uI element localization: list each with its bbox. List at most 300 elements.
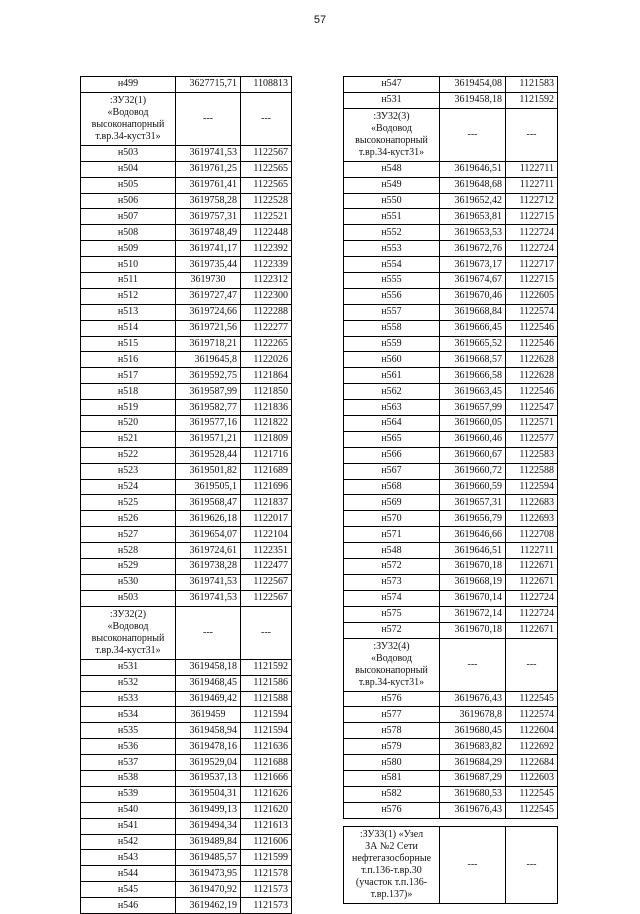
table-row (344, 77, 558, 93)
table-row (81, 659, 292, 675)
x-coordinate-cell: 3619670,46 (440, 288, 506, 304)
coordinates-table-left (80, 76, 292, 914)
y-coordinate-cell: 1122351 (241, 543, 292, 559)
parcel-header-line: т.вр.137)» (370, 888, 413, 900)
x-coordinate-cell: 3619587,99 (176, 384, 241, 400)
point-id-cell: н552 (344, 225, 440, 241)
x-coordinate-cell: 3619645,8 (176, 352, 241, 368)
point-id-cell: н507 (81, 209, 176, 225)
point-id-cell: н570 (344, 511, 440, 527)
point-id-cell: н576 (344, 802, 440, 818)
x-coordinate-cell: 3619680,53 (440, 786, 506, 802)
y-coordinate-cell: 1122521 (241, 209, 292, 225)
x-coordinate-cell: --- (440, 108, 506, 161)
table-row (81, 431, 292, 447)
y-coordinate-cell: 1122671 (506, 574, 558, 590)
y-coordinate-cell: 1121716 (241, 447, 292, 463)
y-coordinate-cell: 1121592 (241, 659, 292, 675)
y-coordinate-cell: --- (506, 826, 558, 903)
y-coordinate-cell: 1121588 (241, 691, 292, 707)
x-coordinate-cell: 3619670,18 (440, 559, 506, 575)
y-coordinate-cell: 1122528 (241, 193, 292, 209)
point-id-cell: н567 (344, 463, 440, 479)
y-coordinate-cell: 1122715 (506, 273, 558, 289)
table-row (81, 898, 292, 914)
table-row (344, 770, 558, 786)
x-coordinate-cell: 3619652,42 (440, 193, 506, 209)
parcel-header-line: «Водовод (107, 106, 149, 118)
point-id-cell: н515 (81, 336, 176, 352)
table-row (344, 543, 558, 559)
x-coordinate-cell: 3619730 (176, 273, 241, 289)
x-coordinate-cell: --- (176, 606, 241, 659)
y-coordinate-cell: 1122312 (241, 273, 292, 289)
y-coordinate-cell: 1122605 (506, 288, 558, 304)
table-row (81, 882, 292, 898)
table-row (344, 400, 558, 416)
y-coordinate-cell: 1121822 (241, 416, 292, 432)
table-row (81, 161, 292, 177)
table-body (81, 77, 292, 914)
parcel-header-line: высоконапорный (91, 632, 165, 644)
table-row (81, 543, 292, 559)
x-coordinate-cell: 3619758,28 (176, 193, 241, 209)
point-id-cell: н580 (344, 755, 440, 771)
table-row (81, 225, 292, 241)
y-coordinate-cell: --- (506, 108, 558, 161)
point-id-cell: н510 (81, 257, 176, 273)
table-row (81, 574, 292, 590)
x-coordinate-cell: 3619485,57 (176, 850, 241, 866)
table-row (344, 161, 558, 177)
x-coordinate-cell: 3619761,41 (176, 177, 241, 193)
point-id-cell: н524 (81, 479, 176, 495)
y-coordinate-cell: 1121620 (241, 802, 292, 818)
y-coordinate-cell: 1122692 (506, 739, 558, 755)
y-coordinate-cell: 1122017 (241, 511, 292, 527)
x-coordinate-cell: 3619499,13 (176, 802, 241, 818)
table-row (81, 527, 292, 543)
point-id-cell: н566 (344, 447, 440, 463)
x-coordinate-cell: 3619721,56 (176, 320, 241, 336)
page-number: 57 (313, 14, 327, 26)
x-coordinate-cell: 3619582,77 (176, 400, 241, 416)
point-id-cell: н578 (344, 723, 440, 739)
x-coordinate-cell: 3619738,28 (176, 559, 241, 575)
parcel-header-line: (участок т.п.136- (355, 876, 428, 888)
table-row (81, 288, 292, 304)
x-coordinate-cell: 3619626,18 (176, 511, 241, 527)
table-row (344, 241, 558, 257)
point-id-cell: н536 (81, 739, 176, 755)
x-coordinate-cell: 3619660,67 (440, 447, 506, 463)
x-coordinate-cell: 3619653,53 (440, 225, 506, 241)
x-coordinate-cell: 3619676,43 (440, 691, 506, 707)
point-id-cell: н575 (344, 606, 440, 622)
parcel-header-line: нефтегазосборные (351, 852, 432, 864)
y-coordinate-cell: 1122574 (506, 707, 558, 723)
x-coordinate-cell: 3619666,58 (440, 368, 506, 384)
x-coordinate-cell: 3619670,18 (440, 622, 506, 638)
parcel-header-line: :ЗУ32(4) (373, 640, 410, 652)
x-coordinate-cell: 3619668,84 (440, 304, 506, 320)
point-id-cell: н541 (81, 818, 176, 834)
x-coordinate-cell: 3619459 (176, 707, 241, 723)
x-coordinate-cell: 3619660,72 (440, 463, 506, 479)
point-id-cell: н546 (81, 898, 176, 914)
table-row (81, 755, 292, 771)
parcel-header-line: :ЗУ32(1) (109, 94, 147, 106)
table-row (81, 352, 292, 368)
y-coordinate-cell: --- (241, 92, 292, 145)
y-coordinate-cell: 1121594 (241, 707, 292, 723)
y-coordinate-cell: 1122683 (506, 495, 558, 511)
table-row (344, 416, 558, 432)
point-id-cell: н543 (81, 850, 176, 866)
y-coordinate-cell: 1122577 (506, 431, 558, 447)
point-id-cell: н569 (344, 495, 440, 511)
table-row (81, 675, 292, 691)
y-coordinate-cell: 1122565 (241, 161, 292, 177)
point-id-cell: н553 (344, 241, 440, 257)
y-coordinate-cell: 1121689 (241, 463, 292, 479)
table-row (81, 384, 292, 400)
x-coordinate-cell: 3619660,46 (440, 431, 506, 447)
point-id-cell: н513 (81, 304, 176, 320)
table-row (344, 431, 558, 447)
point-id-cell: н506 (81, 193, 176, 209)
table-row (81, 447, 292, 463)
spacer-cell (344, 818, 558, 826)
x-coordinate-cell: 3619653,81 (440, 209, 506, 225)
x-coordinate-cell: 3619761,25 (176, 161, 241, 177)
y-coordinate-cell: 1122671 (506, 622, 558, 638)
y-coordinate-cell: 1122026 (241, 352, 292, 368)
table-row (81, 193, 292, 209)
y-coordinate-cell: 1122546 (506, 320, 558, 336)
parcel-header-line: высоконапорный (355, 664, 428, 676)
table-row (344, 479, 558, 495)
point-id-cell: н565 (344, 431, 440, 447)
point-id-cell: н509 (81, 241, 176, 257)
y-coordinate-cell: 1121837 (241, 495, 292, 511)
point-id-cell: н503 (81, 590, 176, 606)
table-row (344, 92, 558, 108)
x-coordinate-cell: 3619469,42 (176, 691, 241, 707)
x-coordinate-cell: 3619537,13 (176, 770, 241, 786)
parcel-header-line: «Водовод (107, 620, 149, 632)
y-coordinate-cell: 1122265 (241, 336, 292, 352)
point-id-cell: н548 (344, 161, 440, 177)
y-coordinate-cell: 1122574 (506, 304, 558, 320)
x-coordinate-cell: 3619458,94 (176, 723, 241, 739)
y-coordinate-cell: 1122300 (241, 288, 292, 304)
table-row (81, 786, 292, 802)
x-coordinate-cell: 3619528,44 (176, 447, 241, 463)
x-coordinate-cell: 3619529,04 (176, 755, 241, 771)
parcel-header-cell (81, 606, 176, 659)
parcel-header-line: т.вр.34-куст31» (358, 146, 425, 158)
table-row (344, 495, 558, 511)
x-coordinate-cell: 3619504,31 (176, 786, 241, 802)
point-id-cell: н563 (344, 400, 440, 416)
x-coordinate-cell: --- (176, 92, 241, 145)
y-coordinate-cell: 1122684 (506, 755, 558, 771)
parcel-header-line: ЗА №2 Сети (365, 840, 418, 852)
point-id-cell: н557 (344, 304, 440, 320)
x-coordinate-cell: 3619741,53 (176, 590, 241, 606)
point-id-cell: н504 (81, 161, 176, 177)
x-coordinate-cell: 3619478,16 (176, 739, 241, 755)
point-id-cell: н529 (81, 559, 176, 575)
point-id-cell: н521 (81, 431, 176, 447)
table-row (344, 606, 558, 622)
point-id-cell: н559 (344, 336, 440, 352)
table-row (81, 739, 292, 755)
x-coordinate-cell: 3619648,68 (440, 177, 506, 193)
table-row (344, 288, 558, 304)
y-coordinate-cell: 1122711 (506, 177, 558, 193)
point-id-cell: н499 (81, 77, 176, 93)
parcel-header-line: :ЗУ32(2) (109, 608, 147, 620)
table-row (344, 590, 558, 606)
x-coordinate-cell: 3619646,66 (440, 527, 506, 543)
table-spacer-row (344, 818, 558, 826)
y-coordinate-cell: 1122567 (241, 590, 292, 606)
table-row (81, 304, 292, 320)
table-row (344, 691, 558, 707)
table-row (344, 368, 558, 384)
table-row (344, 723, 558, 739)
table-row (81, 511, 292, 527)
point-id-cell: н532 (81, 675, 176, 691)
point-id-cell: н556 (344, 288, 440, 304)
x-coordinate-cell: 3619656,79 (440, 511, 506, 527)
y-coordinate-cell: 1122711 (506, 543, 558, 559)
table-row (81, 145, 292, 161)
parcel-header-line: высоконапорный (355, 134, 428, 146)
y-coordinate-cell: 1122545 (506, 802, 558, 818)
x-coordinate-cell: 3619657,99 (440, 400, 506, 416)
table-row (81, 400, 292, 416)
x-coordinate-cell: 3619757,31 (176, 209, 241, 225)
table-row (81, 209, 292, 225)
x-coordinate-cell: 3619680,45 (440, 723, 506, 739)
parcel-header-cell (344, 826, 440, 903)
table-row (344, 463, 558, 479)
x-coordinate-cell: 3627715,71 (176, 77, 241, 93)
y-coordinate-cell: 1122546 (506, 384, 558, 400)
point-id-cell: н577 (344, 707, 440, 723)
point-id-cell: н516 (81, 352, 176, 368)
table-row (344, 786, 558, 802)
y-coordinate-cell: 1122715 (506, 209, 558, 225)
parcel-header-line: «Водовод (371, 122, 412, 134)
y-coordinate-cell: 1122545 (506, 786, 558, 802)
point-id-cell: н505 (81, 177, 176, 193)
y-coordinate-cell: 1122724 (506, 241, 558, 257)
point-id-cell: н544 (81, 866, 176, 882)
point-id-cell: н511 (81, 273, 176, 289)
table-row (81, 707, 292, 723)
table-row (344, 209, 558, 225)
point-id-cell: н538 (81, 770, 176, 786)
point-id-cell: н550 (344, 193, 440, 209)
x-coordinate-cell: 3619646,51 (440, 543, 506, 559)
table-row (81, 368, 292, 384)
x-coordinate-cell: 3619489,84 (176, 834, 241, 850)
point-id-cell: н554 (344, 257, 440, 273)
x-coordinate-cell: 3619683,82 (440, 739, 506, 755)
y-coordinate-cell: 1121573 (241, 898, 292, 914)
x-coordinate-cell: 3619568,47 (176, 495, 241, 511)
point-id-cell: н508 (81, 225, 176, 241)
y-coordinate-cell: 1122288 (241, 304, 292, 320)
point-id-cell: н564 (344, 416, 440, 432)
x-coordinate-cell: 3619672,14 (440, 606, 506, 622)
point-id-cell: н561 (344, 368, 440, 384)
point-id-cell: н514 (81, 320, 176, 336)
x-coordinate-cell: --- (440, 826, 506, 903)
point-id-cell: н549 (344, 177, 440, 193)
y-coordinate-cell: 1121613 (241, 818, 292, 834)
x-coordinate-cell: 3619724,61 (176, 543, 241, 559)
table-row (81, 463, 292, 479)
table-row (81, 723, 292, 739)
table-row (344, 574, 558, 590)
x-coordinate-cell: 3619673,17 (440, 257, 506, 273)
y-coordinate-cell: 1122571 (506, 416, 558, 432)
point-id-cell: н512 (81, 288, 176, 304)
x-coordinate-cell: 3619505,1 (176, 479, 241, 495)
y-coordinate-cell: 1122339 (241, 257, 292, 273)
point-id-cell: н534 (81, 707, 176, 723)
x-coordinate-cell: 3619741,53 (176, 145, 241, 161)
x-coordinate-cell: 3619687,29 (440, 770, 506, 786)
point-id-cell: н562 (344, 384, 440, 400)
table-row (344, 336, 558, 352)
point-id-cell: н560 (344, 352, 440, 368)
x-coordinate-cell: 3619674,67 (440, 273, 506, 289)
x-coordinate-cell: 3619663,45 (440, 384, 506, 400)
table-row (81, 257, 292, 273)
y-coordinate-cell: 1121578 (241, 866, 292, 882)
point-id-cell: н545 (81, 882, 176, 898)
y-coordinate-cell: 1122594 (506, 479, 558, 495)
table-row (81, 834, 292, 850)
y-coordinate-cell: 1122671 (506, 559, 558, 575)
point-id-cell: н523 (81, 463, 176, 479)
x-coordinate-cell: 3619571,21 (176, 431, 241, 447)
x-coordinate-cell: 3619458,18 (440, 92, 506, 108)
table-row (81, 495, 292, 511)
y-coordinate-cell: 1122546 (506, 336, 558, 352)
point-id-cell: н530 (81, 574, 176, 590)
table-row (344, 177, 558, 193)
parcel-header-line: т.вр.34-куст31» (358, 676, 425, 688)
point-id-cell: н525 (81, 495, 176, 511)
table-row (81, 770, 292, 786)
y-coordinate-cell: 1122628 (506, 368, 558, 384)
table-row (81, 802, 292, 818)
point-id-cell: н527 (81, 527, 176, 543)
table-row (344, 826, 558, 903)
parcel-header-cell (344, 638, 440, 691)
table-row (81, 177, 292, 193)
y-coordinate-cell: 1122604 (506, 723, 558, 739)
y-coordinate-cell: 1122628 (506, 352, 558, 368)
table-row (344, 707, 558, 723)
y-coordinate-cell: 1122724 (506, 225, 558, 241)
parcel-header-line: т.п.136-т.вр.30 (361, 864, 422, 876)
y-coordinate-cell: 1122712 (506, 193, 558, 209)
y-coordinate-cell: 1121606 (241, 834, 292, 850)
y-coordinate-cell: 1121836 (241, 400, 292, 416)
x-coordinate-cell: --- (440, 638, 506, 691)
x-coordinate-cell: 3619454,08 (440, 77, 506, 93)
table-row (344, 638, 558, 691)
point-id-cell: н548 (344, 543, 440, 559)
table-row (81, 479, 292, 495)
y-coordinate-cell: 1122711 (506, 161, 558, 177)
x-coordinate-cell: 3619735,44 (176, 257, 241, 273)
y-coordinate-cell: 1122392 (241, 241, 292, 257)
table-row (81, 818, 292, 834)
table-row (81, 866, 292, 882)
y-coordinate-cell: 1121626 (241, 786, 292, 802)
point-id-cell: н535 (81, 723, 176, 739)
point-id-cell: н555 (344, 273, 440, 289)
x-coordinate-cell: 3619646,51 (440, 161, 506, 177)
y-coordinate-cell: 1121850 (241, 384, 292, 400)
table-row (81, 850, 292, 866)
point-id-cell: н542 (81, 834, 176, 850)
x-coordinate-cell: 3619577,16 (176, 416, 241, 432)
y-coordinate-cell: 1122693 (506, 511, 558, 527)
x-coordinate-cell: 3619666,45 (440, 320, 506, 336)
x-coordinate-cell: 3619660,05 (440, 416, 506, 432)
table-row (344, 193, 558, 209)
point-id-cell: н518 (81, 384, 176, 400)
x-coordinate-cell: 3619501,82 (176, 463, 241, 479)
y-coordinate-cell: 1122277 (241, 320, 292, 336)
y-coordinate-cell: 1121636 (241, 739, 292, 755)
table-row (81, 241, 292, 257)
y-coordinate-cell: 1122588 (506, 463, 558, 479)
y-coordinate-cell: 1121809 (241, 431, 292, 447)
parcel-header-line: т.вр.34-куст31» (95, 130, 161, 142)
point-id-cell: н531 (81, 659, 176, 675)
table-row (344, 225, 558, 241)
y-coordinate-cell: 1121586 (241, 675, 292, 691)
table-row (81, 691, 292, 707)
point-id-cell: н573 (344, 574, 440, 590)
point-id-cell: н537 (81, 755, 176, 771)
table-row (344, 802, 558, 818)
y-coordinate-cell: 1122567 (241, 145, 292, 161)
point-id-cell: н539 (81, 786, 176, 802)
y-coordinate-cell: 1122448 (241, 225, 292, 241)
table-row (344, 559, 558, 575)
y-coordinate-cell: 1121666 (241, 770, 292, 786)
y-coordinate-cell: 1122567 (241, 574, 292, 590)
y-coordinate-cell: 1122104 (241, 527, 292, 543)
x-coordinate-cell: 3619668,19 (440, 574, 506, 590)
y-coordinate-cell: 1122477 (241, 559, 292, 575)
x-coordinate-cell: 3619678,8 (440, 707, 506, 723)
x-coordinate-cell: 3619668,57 (440, 352, 506, 368)
table-row (81, 590, 292, 606)
